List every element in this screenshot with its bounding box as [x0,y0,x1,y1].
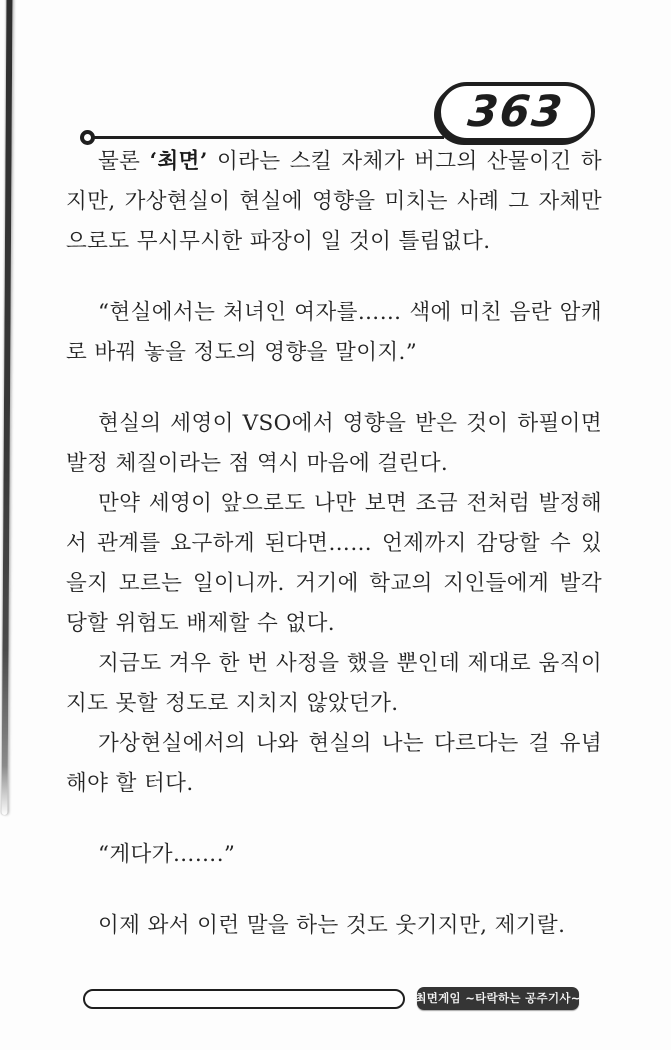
paragraph-narration-2: 현실의 세영이 VSO에서 영향을 받은 것이 하필이면 발정 체질이라는 점 역시 마음에 걸린다. [66,411,602,476]
paragraph-narration-3: 만약 세영이 앞으로도 나만 보면 조금 전처럼 발정해서 관계를 요구하게 된다면…… 언제까지 감당할 수 있을지 모르는 일이니까. 거기에 학교의 지인들에게 발각당할 위험도 배제할 수 없다. [66,491,602,636]
page-number: 363 [465,86,567,137]
book-title-badge [417,987,579,1010]
paragraph-narration-4: 지금도 겨우 한 번 사정을 했을 뿐인데 제대로 움직이지도 못할 정도로 지치지 않았던가. [66,651,602,716]
paragraph-dialogue-1: “현실에서는 처녀인 여자를…… 색에 미친 음란 암캐로 바꿔 놓을 정도의 영향을 말이지.” [66,300,602,365]
hypnosis-skill-keyword: ‘최면’ [149,149,208,174]
paragraph-narration-5: 가상현실에서의 나와 현실의 나는 다르다는 걸 유념해야 할 터다. [66,731,602,796]
page-number-badge [437,82,595,142]
paragraph-narration-1 [66,142,602,262]
paragraph-text: 물론 [98,149,150,174]
paragraph-text: 이라는 스킬 자체가 버그의 산물이긴 하지만, 가상현실이 현실에 영향을 미치는 사례 그 자체만으로도 무시무시한 파장이 일 것이 틀림없다. [66,149,602,254]
paragraph-dialogue-2: “게다가…….” [98,842,236,867]
header-rule-line [92,136,444,139]
page-body [66,142,602,946]
paragraph-narration-6: 이제 와서 이런 말을 하는 것도 웃기지만, 제기랄. [98,913,566,938]
page-binding-edge [1,0,12,815]
footer-outline-pill [83,989,405,1009]
book-title: 최면게임 ~타락하는 공주기사~ [415,990,581,1005]
